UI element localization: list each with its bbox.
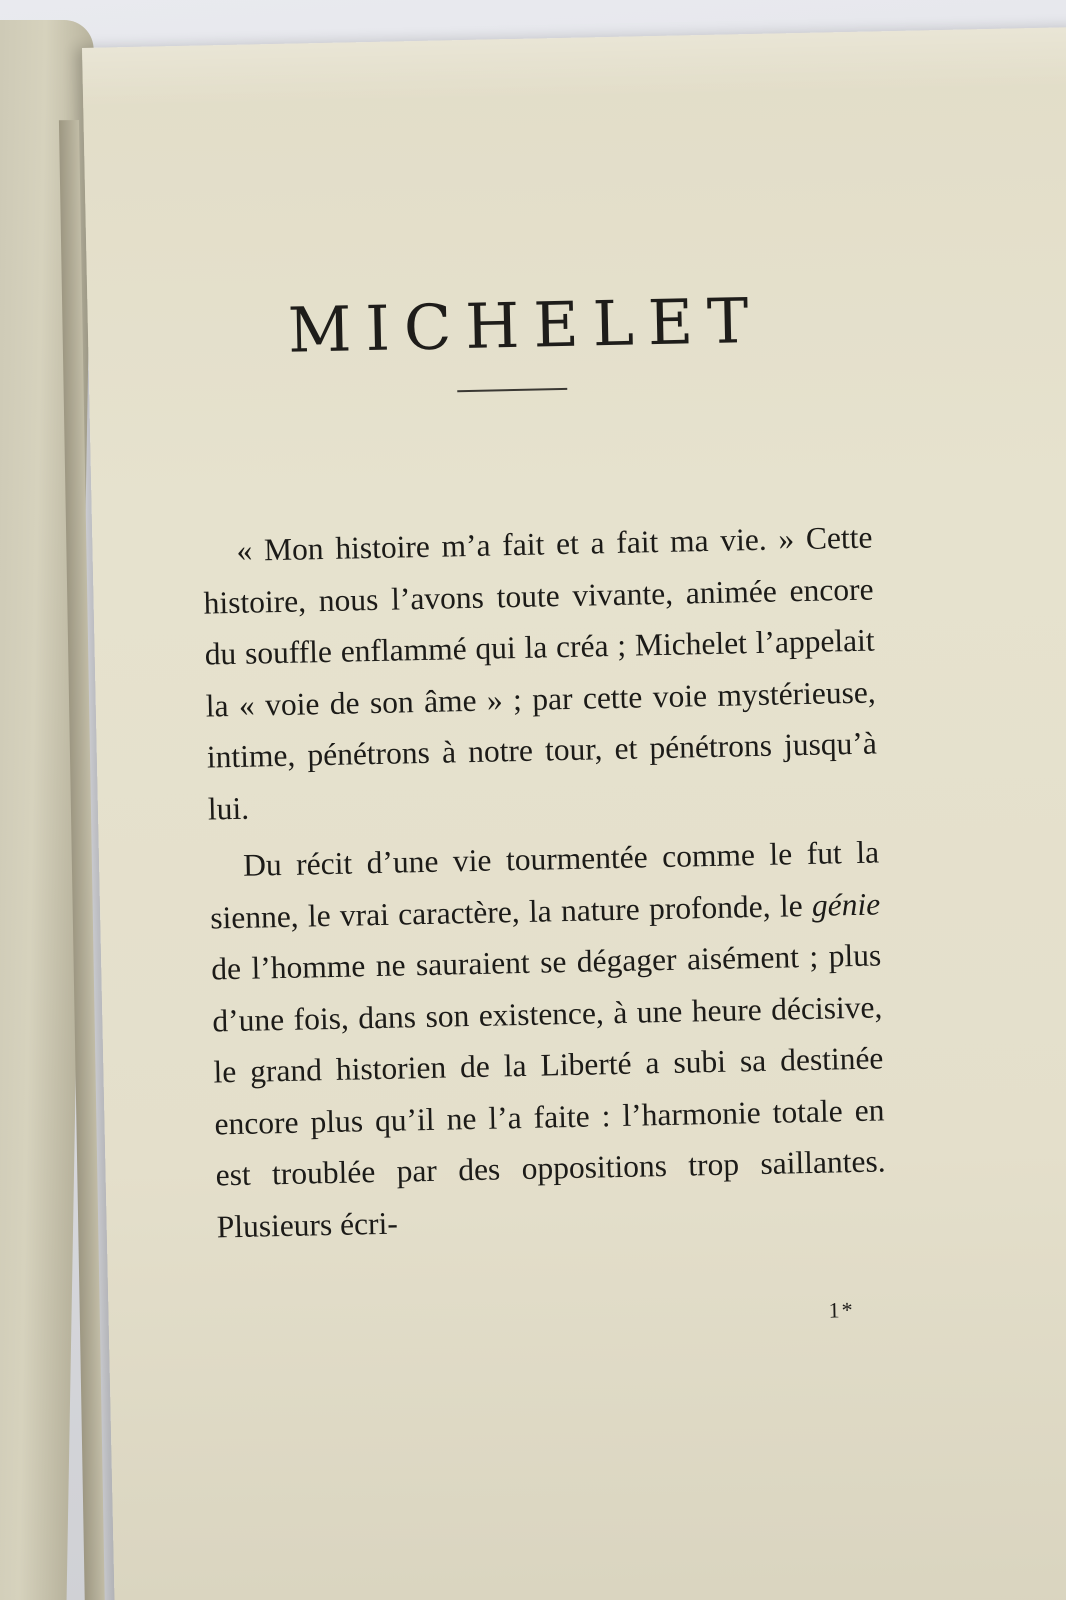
paragraph-2 [209, 826, 887, 1252]
paragraph-2-italic-word: génie [811, 885, 881, 923]
body-text [202, 512, 887, 1253]
signature-mark: 1* [828, 1297, 855, 1323]
title-rule [457, 388, 567, 392]
book-page [82, 27, 1066, 1600]
page-title: MICHELET [287, 283, 764, 367]
paragraph-1-text: « Mon histoire m’a fait et a fait ma vie. » Cette histoire, nous l’avons toute vivante, animée encore du souffle enflammé qui la créa ; Michelet l’appelait la « voie de son âme » ; par cette voie mystérieuse, intime, pénétrons à notre tour, et pénétrons jusqu’à lui. [203, 519, 878, 827]
paragraph-2-text-end: de l’homme ne sauraient se dégager aisément ; plus d’une fois, dans son existence, à une heure décisive, le grand historien de la Liberté a subi sa destinée encore plus qu’il ne l’a faite : l’harmonie totale en est troublée par des oppositions trop saillantes. Plusieurs écri- [210, 937, 886, 1244]
paragraph-1 [202, 512, 878, 835]
paragraph-2-text-start: Du récit d’une vie tourmentée comme le fut la sienne, le vrai caractère, la nature profonde, le [209, 834, 880, 936]
